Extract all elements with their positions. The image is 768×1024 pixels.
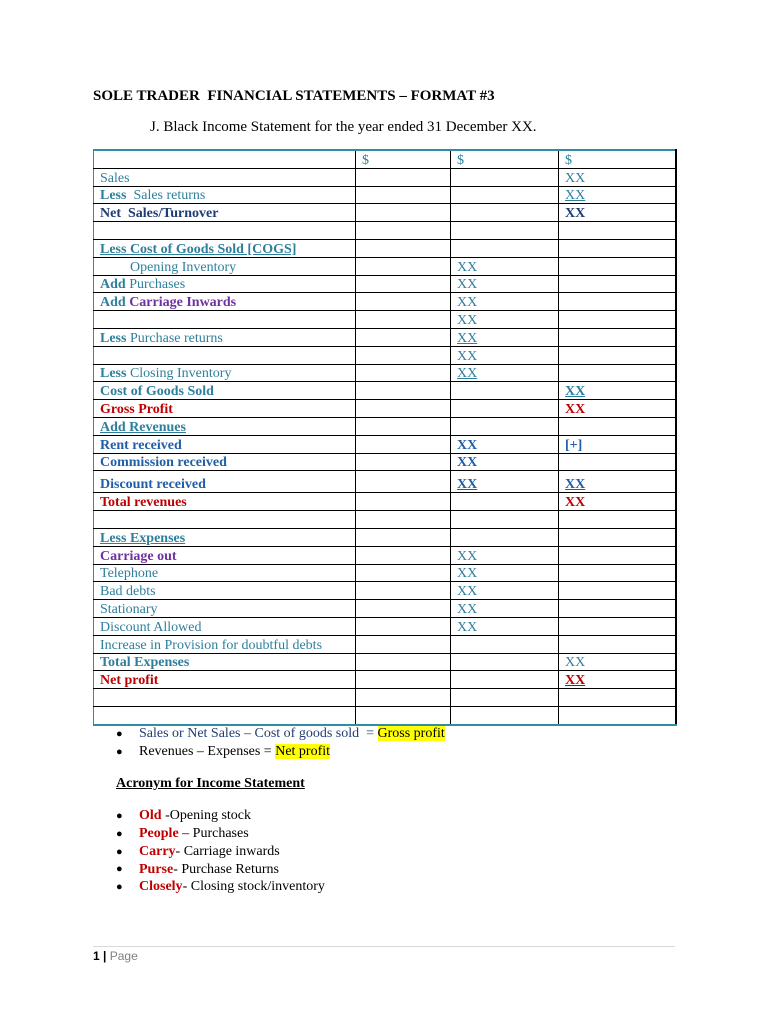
table-row xyxy=(94,346,676,364)
label-part: Purchase returns xyxy=(126,330,223,346)
amount-cell xyxy=(356,689,451,707)
row-label: Discount Allowed xyxy=(94,617,356,635)
label-part: Carriage Inwards xyxy=(125,295,237,311)
amount-cell: XX xyxy=(451,582,559,600)
amount-cell xyxy=(559,293,676,311)
acronym-meaning: - Closing stock/inventory xyxy=(182,879,325,894)
amount-cell xyxy=(356,435,451,453)
amount-cell: XX xyxy=(559,471,676,493)
table-row xyxy=(94,435,676,453)
amount-cell xyxy=(356,364,451,382)
header-cell xyxy=(94,150,356,168)
table-row xyxy=(94,546,676,564)
amount-cell xyxy=(356,168,451,186)
amount-cell: XX xyxy=(559,653,676,671)
row-label: Stationary xyxy=(94,600,356,618)
formula-list xyxy=(100,725,445,761)
page-label: Page xyxy=(109,949,138,963)
amount-cell: XX xyxy=(451,564,559,582)
table-row xyxy=(94,400,676,418)
row-label: Net Sales/Turnover xyxy=(94,204,356,222)
row-label: Net profit xyxy=(94,671,356,689)
row-label: Bad debts xyxy=(94,582,356,600)
row-label: Sales xyxy=(94,168,356,186)
row-label: Total revenues xyxy=(94,493,356,511)
row-label: Less Cost of Goods Sold [COGS] xyxy=(94,239,356,257)
amount-cell xyxy=(559,417,676,435)
amount-cell xyxy=(356,453,451,471)
amount-cell: XX xyxy=(559,671,676,689)
row-label: Carriage out xyxy=(94,546,356,564)
amount-cell: XX xyxy=(559,400,676,418)
amount-cell xyxy=(356,493,451,511)
amount-cell xyxy=(559,635,676,653)
amount-cell: XX xyxy=(451,293,559,311)
amount-cell xyxy=(559,257,676,275)
amount-cell xyxy=(559,453,676,471)
amount-cell xyxy=(559,564,676,582)
amount-cell: XX xyxy=(451,453,559,471)
list-item xyxy=(100,743,445,761)
row-label xyxy=(94,186,356,204)
income-statement-table xyxy=(93,149,677,726)
amount-cell xyxy=(356,417,451,435)
table-row xyxy=(94,382,676,400)
label-part: Less xyxy=(100,188,127,204)
list-item xyxy=(100,878,325,896)
row-label: Commission received xyxy=(94,453,356,471)
amount-cell: XX xyxy=(451,328,559,346)
amount-cell xyxy=(451,204,559,222)
row-label: Gross Profit xyxy=(94,400,356,418)
row-label: Cost of Goods Sold xyxy=(94,382,356,400)
row-label: Total Expenses xyxy=(94,653,356,671)
amount-cell: XX xyxy=(451,346,559,364)
amount-cell: XX xyxy=(451,257,559,275)
table-row xyxy=(94,293,676,311)
acronym-meaning: -Opening stock xyxy=(161,808,252,823)
row-label xyxy=(94,275,356,293)
amount-cell: XX xyxy=(559,168,676,186)
acronym-list xyxy=(100,807,325,896)
amount-cell xyxy=(559,600,676,618)
row-label: Less Expenses xyxy=(94,528,356,546)
amount-cell xyxy=(451,671,559,689)
acronym-word: People xyxy=(139,826,179,841)
row-label xyxy=(94,311,356,329)
page-footer xyxy=(93,949,138,963)
amount-cell xyxy=(451,417,559,435)
amount-cell: XX xyxy=(559,493,676,511)
amount-cell xyxy=(559,239,676,257)
table-row xyxy=(94,564,676,582)
document-title: SOLE TRADER FINANCIAL STATEMENTS – FORMAT #3 xyxy=(93,88,495,104)
amount-cell xyxy=(356,311,451,329)
amount-cell xyxy=(559,222,676,240)
amount-cell xyxy=(451,382,559,400)
amount-cell xyxy=(559,511,676,529)
amount-cell: [+] xyxy=(559,435,676,453)
amount-cell xyxy=(559,364,676,382)
table-row xyxy=(94,635,676,653)
row-label xyxy=(94,689,356,707)
label-part: Less xyxy=(100,330,127,346)
amount-cell xyxy=(451,222,559,240)
amount-cell xyxy=(559,528,676,546)
amount-cell: XX xyxy=(451,435,559,453)
table-row xyxy=(94,528,676,546)
table-row xyxy=(94,582,676,600)
table-row xyxy=(94,417,676,435)
table-row xyxy=(94,222,676,240)
bullet-icon: ● xyxy=(116,746,123,758)
amount-cell xyxy=(559,689,676,707)
label-part: Add xyxy=(100,295,126,311)
amount-cell xyxy=(356,653,451,671)
table-header-row xyxy=(94,150,676,168)
amount-cell xyxy=(356,222,451,240)
amount-cell xyxy=(356,546,451,564)
amount-cell xyxy=(356,564,451,582)
acronym-word: Purse xyxy=(139,862,174,877)
table-row xyxy=(94,168,676,186)
label-part: Purchases xyxy=(125,277,186,293)
row-label: Add Revenues xyxy=(94,417,356,435)
header-cell: $ xyxy=(559,150,676,168)
amount-cell xyxy=(356,635,451,653)
amount-cell: XX xyxy=(451,600,559,618)
row-label xyxy=(94,511,356,529)
acronym-meaning: – Purchases xyxy=(178,826,249,841)
acronym-word: Carry xyxy=(139,844,176,859)
amount-cell xyxy=(451,528,559,546)
amount-cell xyxy=(356,471,451,493)
table-row xyxy=(94,689,676,707)
amount-cell xyxy=(356,528,451,546)
amount-cell xyxy=(356,617,451,635)
amount-cell xyxy=(356,275,451,293)
table-row xyxy=(94,311,676,329)
statement-subtitle: J. Black Income Statement for the year ended 31 December XX. xyxy=(150,119,537,135)
amount-cell: XX xyxy=(559,186,676,204)
highlighted-term: Net profit xyxy=(275,744,331,759)
amount-cell xyxy=(559,311,676,329)
amount-cell xyxy=(559,546,676,564)
label-part: Add xyxy=(100,277,126,293)
list-item xyxy=(100,861,325,878)
table-row xyxy=(94,511,676,529)
footer-separator: | xyxy=(103,949,107,963)
amount-cell: XX xyxy=(451,311,559,329)
acronym-word: Old xyxy=(139,808,162,823)
label-part: Closing Inventory xyxy=(126,366,232,382)
amount-cell xyxy=(356,186,451,204)
amount-cell: XX xyxy=(559,204,676,222)
label-part: Less xyxy=(100,366,127,382)
amount-cell: XX xyxy=(451,471,559,493)
table-row xyxy=(94,471,676,493)
table-row xyxy=(94,275,676,293)
row-label xyxy=(94,293,356,311)
amount-cell xyxy=(356,511,451,529)
amount-cell xyxy=(451,706,559,724)
amount-cell xyxy=(559,275,676,293)
amount-cell xyxy=(559,328,676,346)
formula-text: Sales or Net Sales – Cost of goods sold = xyxy=(139,726,378,741)
amount-cell: XX xyxy=(451,275,559,293)
row-label xyxy=(94,328,356,346)
table-row xyxy=(94,653,676,671)
amount-cell xyxy=(356,346,451,364)
table-row xyxy=(94,706,676,724)
bullet-icon: ● xyxy=(116,863,123,875)
acronym-word: Closely xyxy=(139,879,183,894)
row-label: Opening Inventory xyxy=(94,257,356,275)
amount-cell xyxy=(451,168,559,186)
amount-cell xyxy=(451,653,559,671)
amount-cell xyxy=(451,635,559,653)
amount-cell: XX xyxy=(451,546,559,564)
amount-cell xyxy=(356,239,451,257)
table-row xyxy=(94,671,676,689)
table-row xyxy=(94,328,676,346)
header-cell: $ xyxy=(451,150,559,168)
list-item xyxy=(100,843,325,861)
amount-cell xyxy=(356,257,451,275)
list-item xyxy=(100,825,325,843)
amount-cell xyxy=(451,239,559,257)
amount-cell xyxy=(451,493,559,511)
highlighted-term: Gross profit xyxy=(377,726,445,741)
table-row xyxy=(94,453,676,471)
table-row xyxy=(94,493,676,511)
amount-cell: XX xyxy=(451,617,559,635)
label-part: Sales returns xyxy=(126,188,206,204)
amount-cell xyxy=(356,600,451,618)
formula-text: Revenues – Expenses = xyxy=(139,744,276,759)
amount-cell xyxy=(356,582,451,600)
footer-divider xyxy=(93,946,675,947)
amount-cell xyxy=(559,346,676,364)
table-row xyxy=(94,364,676,382)
acronym-meaning: - Carriage inwards xyxy=(175,844,280,859)
row-label: Discount received xyxy=(94,471,356,493)
amount-cell xyxy=(451,400,559,418)
amount-cell xyxy=(356,293,451,311)
bullet-icon: ● xyxy=(116,881,123,893)
table-row xyxy=(94,257,676,275)
page-number: 1 xyxy=(93,949,100,963)
amount-cell xyxy=(356,328,451,346)
row-label xyxy=(94,346,356,364)
amount-cell xyxy=(356,706,451,724)
header-cell: $ xyxy=(356,150,451,168)
row-label: Rent received xyxy=(94,435,356,453)
list-item xyxy=(100,807,325,825)
bullet-icon: ● xyxy=(116,828,123,840)
amount-cell xyxy=(356,204,451,222)
bullet-icon: ● xyxy=(116,810,123,822)
amount-cell xyxy=(356,671,451,689)
table-row xyxy=(94,204,676,222)
table-row xyxy=(94,239,676,257)
row-label xyxy=(94,222,356,240)
amount-cell xyxy=(451,186,559,204)
acronym-meaning: - Purchase Returns xyxy=(173,862,279,877)
table-row xyxy=(94,617,676,635)
amount-cell xyxy=(356,382,451,400)
amount-cell xyxy=(559,706,676,724)
row-label xyxy=(94,706,356,724)
table-row xyxy=(94,186,676,204)
amount-cell xyxy=(559,617,676,635)
amount-cell xyxy=(356,400,451,418)
amount-cell xyxy=(451,511,559,529)
row-label: Increase in Provision for doubtful debts xyxy=(94,635,356,653)
row-label xyxy=(94,364,356,382)
table-row xyxy=(94,600,676,618)
bullet-icon: ● xyxy=(116,728,123,740)
row-label: Telephone xyxy=(94,564,356,582)
amount-cell xyxy=(559,582,676,600)
bullet-icon: ● xyxy=(116,846,123,858)
amount-cell: XX xyxy=(451,364,559,382)
amount-cell: XX xyxy=(559,382,676,400)
list-item xyxy=(100,725,445,743)
acronym-title: Acronym for Income Statement xyxy=(116,776,305,791)
amount-cell xyxy=(451,689,559,707)
